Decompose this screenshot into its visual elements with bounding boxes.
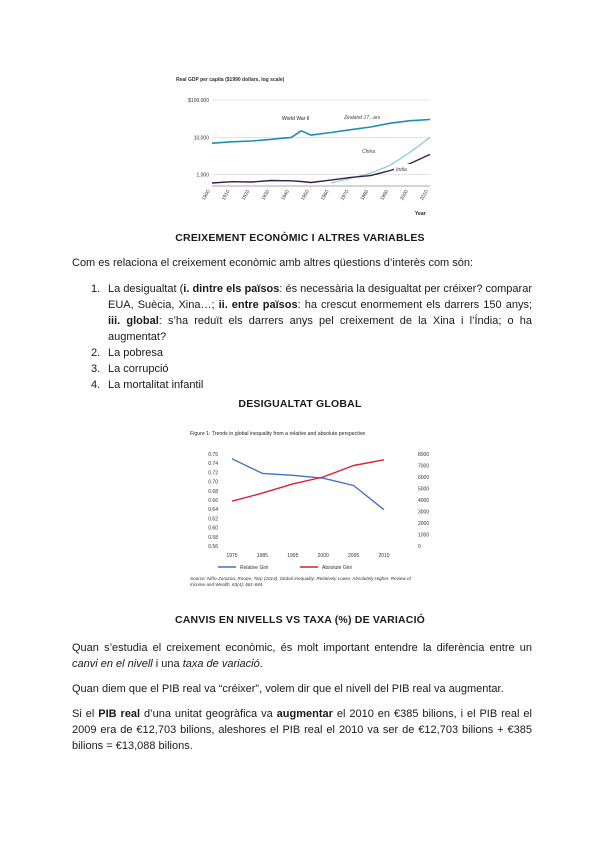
section-heading-inequality: DESIGUALTAT GLOBAL <box>238 398 362 410</box>
inequality-right-tick-label: 1000 <box>418 532 430 539</box>
gdp-xtick-label: 1910 <box>220 189 232 202</box>
global-inequality-chart <box>190 428 430 596</box>
gdp-xtick-label: 1900 <box>200 189 212 202</box>
inequality-series-line <box>232 460 384 501</box>
gdp-ytick-label: 10,000 <box>193 135 209 142</box>
inequality-left-tick-label: 0.68 <box>208 488 218 495</box>
inequality-left-tick-label: 0.62 <box>208 516 218 523</box>
paragraph-growth-meaning: Quan diem que el PIB real va “créixer”, volem dir que el nivell del PIB real va augmentar. <box>72 683 504 695</box>
list-item: 4. La mortalitat infantil <box>91 379 204 391</box>
inequality-left-tick-label: 0.58 <box>208 534 218 541</box>
list-item: 1. La desigualtat (i. dintre els països: és necessària la desigualtat per créixer? comparar EUA, Suècia, Xina…; ii. entre països: ha crescut enormement els darrers 150 anys; iii. global: s’ha reduït els darrers anys pel creixement de la Xina i l’Índia; o ha augmentat? <box>91 283 533 343</box>
section-heading-levels: CANVIS EN NIVELLS VS TAXA (%) DE VARIACIÓ <box>174 614 426 626</box>
inequality-right-tick-label: 6000 <box>418 475 430 481</box>
top-series-label <box>342 112 388 121</box>
gdp-ylabel: Real GDP per capita ($1990 dollars, log scale) <box>176 77 285 83</box>
legend-absolute-gini: Absolute Gini <box>322 565 352 571</box>
paragraph-example: Si el PIB real d’una unitat geogràfica va augmentar el 2010 en €385 bilions, i el PIB real el 2009 era de €12,703 bilions, aleshores el PIB real el 2010 va ser de €12,703 bilions + €385 bilions = €13,088 bilions. <box>72 708 532 752</box>
gdp-ytick-label: $100,000 <box>188 98 209 104</box>
gdp-xlabel: Year <box>415 211 426 217</box>
inequality-x-tick-label: 1975 <box>226 553 238 559</box>
inequality-right-tick-label: 5000 <box>418 486 430 493</box>
inequality-x-tick-label: 2000 <box>317 553 329 559</box>
inequality-right-tick-label: 4000 <box>418 498 430 504</box>
inequality-right-tick-label: 7000 <box>418 463 430 470</box>
inequality-x-tick-label: 2010 <box>378 553 390 559</box>
inequality-left-tick-label: 0.64 <box>208 507 218 514</box>
inequality-left-tick-label: 0.70 <box>208 479 218 486</box>
inequality-left-tick-label: 0.56 <box>208 544 218 550</box>
section-heading-growth: CREIXEMENT ECONÒMIC I ALTRES VARIABLES <box>175 232 425 244</box>
china-series-label <box>360 146 384 155</box>
intro-text: Com es relaciona el creixement econòmic amb altres qüestions d’interès com són: <box>72 257 474 269</box>
variables-list <box>91 281 533 393</box>
inequality-right-tick-label: 3000 <box>418 509 430 516</box>
gdp-xtick-label: 1970 <box>339 189 351 202</box>
inequality-right-tick-label: 2000 <box>418 521 430 527</box>
gdp-xtick-label: 1990 <box>379 189 391 202</box>
gdp-xtick-label: 1980 <box>359 189 371 202</box>
gdp-xtick-label: 1920 <box>240 189 252 202</box>
svg-text:Zealand 17 ..ars: Zealand 17 ..ars <box>344 115 381 121</box>
inequality-left-tick-label: 0.74 <box>208 461 218 468</box>
gdp-xtick-label: 1960 <box>319 189 331 202</box>
gdp-per-capita-chart <box>170 74 435 222</box>
paragraph-levels: Quan s’estudia el creixement econòmic, és molt important entendre la diferència entre un canvi en el nivell i una taxa de variació. <box>72 642 532 670</box>
inequality-left-tick-label: 0.60 <box>208 525 218 532</box>
gdp-xtick-label: 1950 <box>300 189 311 202</box>
inequality-series-line <box>232 459 384 510</box>
inequality-legend <box>218 565 352 571</box>
india-series-label <box>394 164 418 173</box>
inequality-left-tick-label: 0.66 <box>208 498 218 504</box>
inequality-x-tick-label: 1985 <box>256 553 268 559</box>
ww2-annotation: World War II <box>282 116 310 122</box>
svg-text:India: India <box>396 167 407 173</box>
inequality-source: Source: Niño-Zarazúa, Roope, Tarp (2014). Global Inequality: Relatively Lower, Absolutely Higher. Review of Income and Wealth, 63(4): 661-684. <box>190 576 411 587</box>
gdp-xtick-label: 2010 <box>418 189 430 202</box>
gdp-xtick-label: 1930 <box>260 189 272 202</box>
inequality-x-tick-label: 1995 <box>287 553 299 559</box>
gdp-ytick-label: 1,000 <box>196 172 209 179</box>
inequality-x-tick-label: 2005 <box>348 553 360 559</box>
inequality-chart-title: Figure 1: Trends in global inequality from a relative and absolute perspective <box>190 431 366 437</box>
inequality-left-tick-label: 0.75 <box>208 452 218 458</box>
list-item: 2. La pobresa <box>91 347 164 359</box>
inequality-right-tick-label: 8000 <box>418 452 430 458</box>
list-item: 3. La corrupció <box>91 363 169 375</box>
svg-text:China: China <box>362 149 376 155</box>
inequality-right-tick-label: 0 <box>418 544 421 550</box>
gdp-xtick-label: 1940 <box>280 189 292 202</box>
inequality-left-tick-label: 0.72 <box>208 470 218 477</box>
gdp-xtick-label: 2000 <box>399 189 410 202</box>
legend-relative-gini: Relative Gini <box>240 565 269 571</box>
